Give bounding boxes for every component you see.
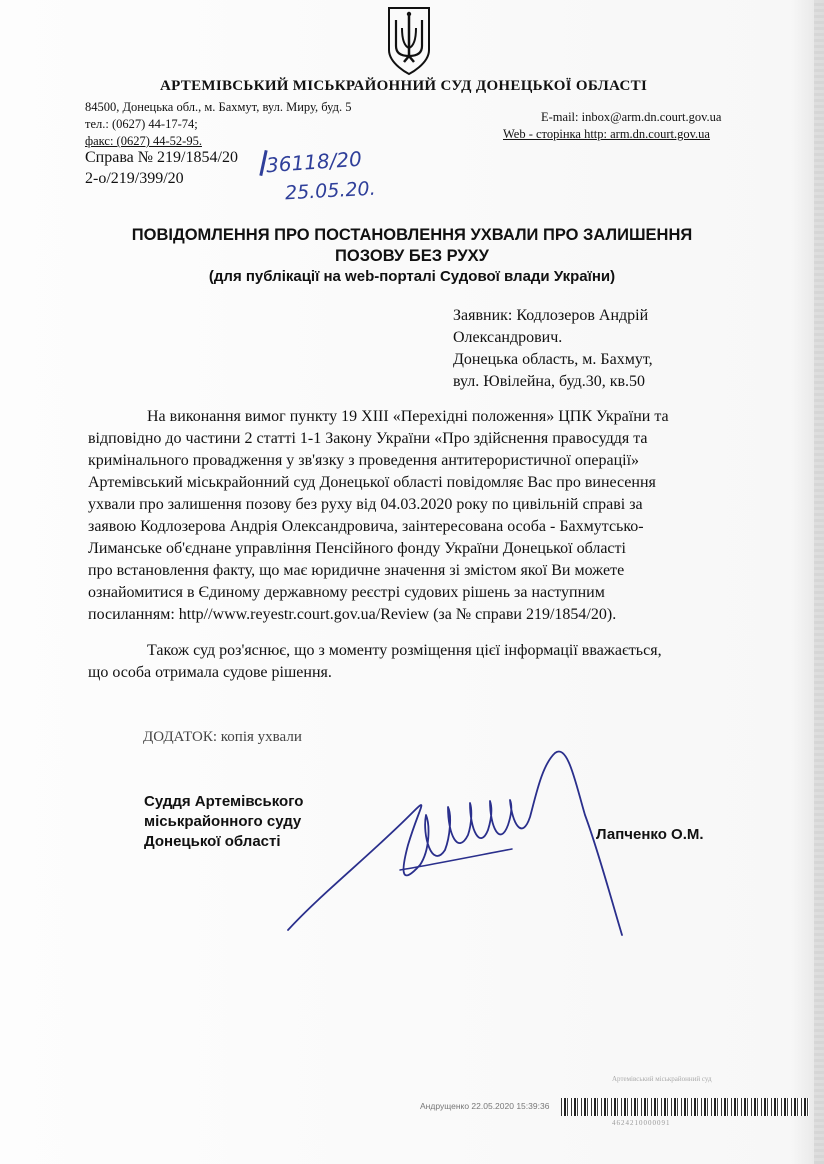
applicant-address-line: Донецька область, м. Бахмут, (453, 351, 653, 368)
judge-title-line: міськрайонного суду (144, 813, 302, 830)
proceeding-number: 2-о/219/399/20 (85, 170, 184, 187)
body-text-line: Також суд роз'яснює, що з моменту розміщення цієї інформації вважається, (147, 642, 662, 659)
court-name: АРТЕМІВСЬКИЙ МІСЬКРАЙОННИЙ СУД ДОНЕЦЬКОЇ ОБЛАСТІ (160, 78, 648, 94)
document-title-line1: ПОВІДОМЛЕННЯ ПРО ПОСТАНОВЛЕННЯ УХВАЛИ ПРО ЗАЛИШЕННЯ (131, 226, 693, 244)
handwritten-registration-number: 36118/20 (265, 146, 363, 178)
body-text-line: відповідно до частини 2 статті 1-1 Закону України «Про здійснення правосуддя та (88, 430, 648, 447)
body-text-line: На виконання вимог пункту 19 XIII «Перехідні положення» ЦПК України та (147, 408, 669, 425)
case-number: Справа № 219/1854/20 (85, 149, 238, 166)
judge-name: Лапченко О.М. (596, 826, 704, 843)
court-website: Web - сторінка http: arm.dn.court.gov.ua (503, 127, 710, 141)
body-text-line: про встановлення факту, що має юридичне значення зі змістом якої Ви можете (88, 562, 625, 579)
barcode-number: 4624210000091 (612, 1119, 671, 1127)
court-phone: тел.: (0627) 44-17-74; (85, 117, 198, 131)
judge-signature (280, 745, 625, 940)
body-text-line: ухвали про залишення позову без руху від 04.03.2020 року по цивільній справі за (88, 496, 643, 513)
applicant-address-line: вул. Ювілейна, буд.30, кв.50 (453, 373, 646, 390)
body-text-line: заявою Кодлозерова Андрія Олександровича, заінтересована особа - Бахмутсько- (88, 518, 644, 535)
annex-note: ДОДАТОК: копія ухвали (143, 729, 302, 745)
applicant-line: Олександрович. (453, 329, 563, 346)
body-text-line: Лиманське об'єднане управління Пенсійного фонду України Донецької області (88, 540, 626, 557)
court-fax: факс: (0627) 44-52-95. (85, 134, 202, 148)
body-text-line: посиланням: http//www.reyestr.court.gov.ua/Review (за № справи 219/1854/20). (88, 606, 617, 623)
applicant-line: Заявник: Кодлозеров Андрій (453, 307, 649, 324)
court-address: 84500, Донецька обл., м. Бахмут, вул. Миру, буд. 5 (85, 100, 352, 114)
body-text-line: що особа отримала судове рішення. (88, 664, 332, 681)
coat-of-arms-icon (386, 6, 432, 76)
barcode (561, 1098, 809, 1116)
body-text-line: Артемівський міськрайонний суд Донецької області повідомляє Вас про винесення (88, 474, 656, 491)
court-email: E-mail: inbox@arm.dn.court.gov.ua (541, 110, 722, 124)
judge-title-line: Суддя Артемівського (144, 793, 304, 810)
document-subtitle: (для публікації на web-порталі Судової влади України) (208, 268, 616, 285)
handwritten-registration-date: 25.05.20. (284, 177, 377, 205)
document-title-line2: ПОЗОВУ БЕЗ РУХУ (335, 247, 489, 265)
page-edge (814, 0, 824, 1164)
stamp-text: Артемівський міськрайонний суд (612, 1075, 712, 1083)
body-text-line: кримінального провадження у зв'язку з проведення антитерористичної операції» (88, 452, 640, 469)
registration-stamp: Андрущенко 22.05.2020 15:39:36 (420, 1101, 550, 1111)
judge-title-line: Донецької області (144, 833, 281, 850)
body-text-line: ознайомитися в Єдиному державному реєстрі судових рішень за наступним (88, 584, 605, 601)
